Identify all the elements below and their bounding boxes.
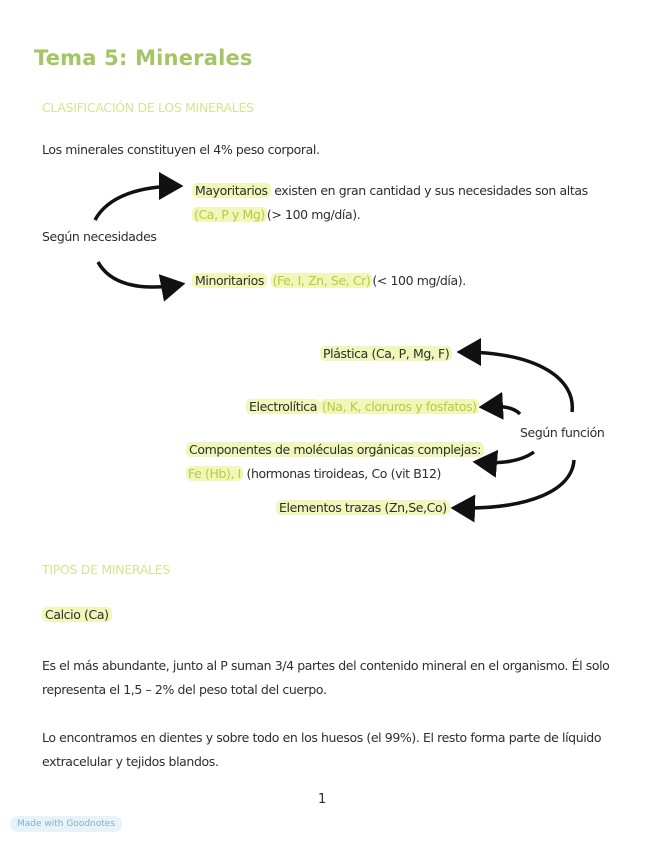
arrow-componentes — [476, 452, 534, 463]
calcio-p2-line2: extracelular y tejidos blandos. — [42, 754, 219, 769]
arrow-minoritarios — [98, 262, 182, 287]
section-heading-tipos: TIPOS DE MINERALES — [42, 562, 170, 577]
goodnotes-badge[interactable]: Made with Goodnotes — [10, 816, 122, 832]
electrolitica-line — [246, 399, 479, 414]
page-number: 1 — [318, 792, 327, 807]
minoritarios-line — [192, 273, 466, 288]
minoritarios-word: Minoritarios — [192, 273, 267, 288]
componentes-rest: (hormonas tiroideas, Co (vit B12) — [242, 466, 441, 481]
page-title: Tema 5: Minerales — [34, 46, 253, 70]
mayoritarios-word: Mayoritarios — [192, 183, 271, 198]
calcio-p1-line1: Es el más abundante, junto al P suman 3/4 partes del contenido mineral en el organismo. Él solo — [42, 658, 610, 673]
minoritarios-amount: (< 100 mg/día). — [372, 273, 466, 288]
trazas-text: Elementos trazas (Zn,Se,Co) — [276, 500, 450, 515]
arrow-mayoritarios — [95, 186, 180, 220]
calcio-heading: Calcio (Ca) — [42, 607, 112, 622]
componentes-elements: Fe (Hb), I — [188, 466, 241, 481]
mayoritarios-elements: (Ca, P y Mg) — [194, 207, 265, 222]
electrolitica-elements: (Na, K, cloruros y fosfatos) — [322, 399, 477, 414]
plastica-text: Plástica (Ca, P, Mg, F) — [320, 346, 452, 361]
componentes-text: Componentes de moléculas orgánicas complejas: — [186, 442, 484, 457]
calcio-paragraph-1 — [42, 654, 609, 702]
label-segun-funcion: Según función — [520, 425, 605, 440]
mayoritarios-text: existen en gran cantidad y sus necesidades son altas — [270, 183, 588, 198]
electrolitica-word: Electrolítica — [246, 399, 320, 414]
calcio-p2-line1: Lo encontramos en dientes y sobre todo en los huesos (el 99%). El resto forma parte de líquido — [42, 730, 602, 745]
mayoritarios-block — [192, 179, 588, 227]
minoritarios-elements: (Fe, I, Zn, Se, Cr) — [272, 273, 371, 288]
plastica-line — [320, 346, 452, 361]
calcio-paragraph-2 — [42, 726, 601, 774]
calcio-p1-line2: representa el 1,5 – 2% del peso total del cuerpo. — [42, 682, 327, 697]
section-heading-clasificacion: CLASIFICACIÓN DE LOS MINERALES — [42, 100, 254, 115]
componentes-block — [186, 438, 484, 486]
mayoritarios-amount: (> 100 mg/día). — [266, 207, 361, 222]
calcio-heading-wrap — [42, 607, 112, 622]
label-segun-necesidades: Según necesidades — [42, 229, 157, 244]
intro-text: Los minerales constituyen el 4% peso corporal. — [42, 142, 320, 157]
arrow-electrolitica — [482, 407, 520, 414]
trazas-line — [276, 500, 450, 515]
